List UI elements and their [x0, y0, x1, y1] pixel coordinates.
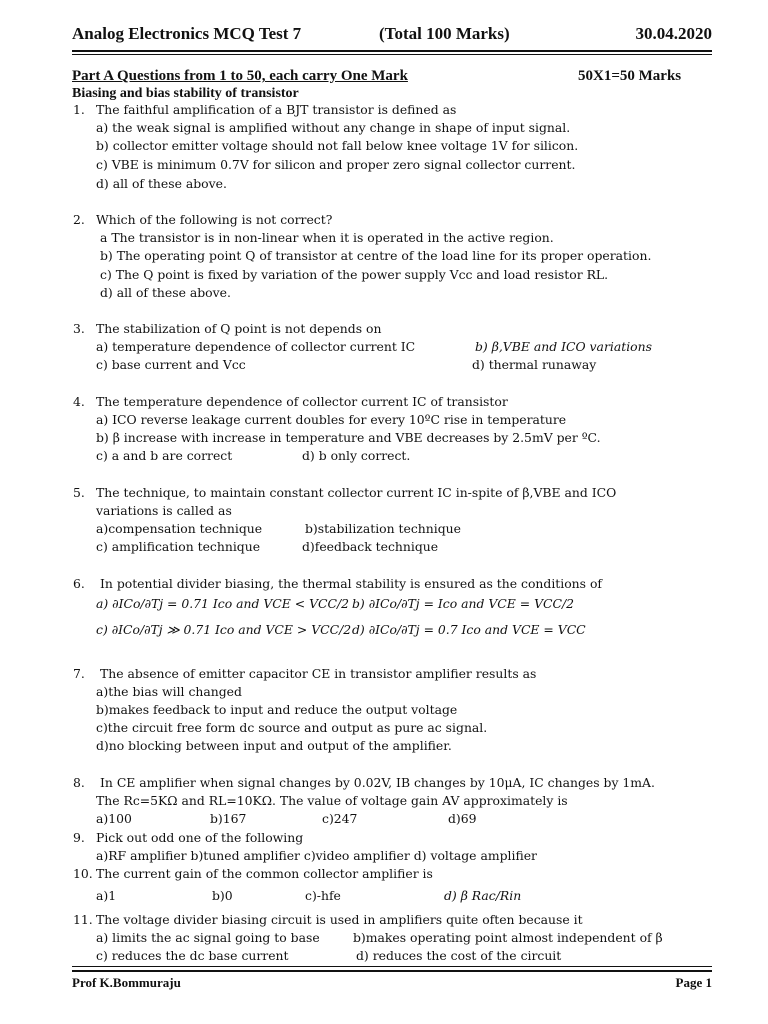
- question-number: 4.: [73, 394, 85, 409]
- page-header: [72, 24, 712, 48]
- question-number: 3.: [73, 321, 85, 336]
- header-rule: [72, 50, 712, 52]
- option-b: b)167: [210, 811, 247, 826]
- question-text: The current gain of the common collector amplifier is: [96, 866, 433, 881]
- part-a-marks: 50X1=50 Marks: [578, 68, 682, 84]
- question-text: The absence of emitter capacitor CE in transistor amplifier results as: [100, 666, 537, 681]
- option-list: a)RF amplifier b)tuned amplifier c)video amplifier d) voltage amplifier: [96, 848, 537, 863]
- header-rule-thin: [72, 54, 712, 55]
- option-c: c) reduces the dc base current: [96, 948, 289, 963]
- option-a: a)compensation technique: [96, 521, 263, 536]
- option-d: d)feedback technique: [302, 539, 439, 554]
- option-a: a) ∂ICo/∂Tj = 0.71 Ico and VCE < VCC/2: [96, 596, 350, 611]
- test-date: 30.04.2020: [635, 24, 712, 43]
- question-number: 6.: [73, 576, 85, 591]
- question-number: 2.: [73, 212, 85, 227]
- option-c: c)the circuit free form dc source and output as pure ac signal.: [96, 720, 488, 735]
- question-text: The voltage divider biasing circuit is used in amplifiers quite often because it: [96, 912, 583, 927]
- option-b: b)stabilization technique: [305, 521, 461, 536]
- option-d: d)69: [448, 811, 477, 826]
- option-b: b)0: [212, 888, 233, 903]
- option-b: b) The operating point Q of transistor at centre of the load line for its proper operation.: [100, 248, 652, 263]
- question-text: The technique, to maintain constant collector current IC in-spite of β,VBE and ICO: [96, 485, 617, 500]
- option-c: c) amplification technique: [96, 539, 261, 554]
- question-number: 9.: [73, 830, 85, 845]
- section-title: Biasing and bias stability of transistor: [72, 86, 299, 101]
- question-number: 7.: [73, 666, 85, 681]
- question-text-continued: The Rc=5KΩ and RL=10KΩ. The value of voltage gain AV approximately is: [96, 793, 568, 808]
- question-text: Which of the following is not correct?: [96, 212, 333, 227]
- question-text: The faithful amplification of a BJT transistor is defined as: [96, 102, 457, 117]
- question-text: Pick out odd one of the following: [96, 830, 304, 845]
- option-b: b) collector emitter voltage should not fall below knee voltage 1V for silicon.: [96, 138, 579, 153]
- option-b: b)makes feedback to input and reduce the output voltage: [96, 702, 458, 717]
- option-c: c)-hfe: [305, 888, 341, 903]
- question-number: 5.: [73, 485, 85, 500]
- total-marks: (Total 100 Marks): [379, 24, 510, 43]
- option-c: c) a and b are correct: [96, 448, 233, 463]
- option-d: d) ∂ICo/∂Tj = 0.7 Ico and VCE = VCC: [352, 622, 586, 637]
- option-c: c) The Q point is fixed by variation of the power supply Vcc and load resistor RL.: [100, 267, 609, 282]
- option-d: d)no blocking between input and output of the amplifier.: [96, 738, 452, 753]
- option-a: a)1: [96, 888, 117, 903]
- option-a: a) the weak signal is amplified without any change in shape of input signal.: [96, 120, 571, 135]
- option-a: a)the bias will changed: [96, 684, 242, 699]
- option-c: c)247: [322, 811, 358, 826]
- question-number: 11.: [73, 912, 93, 927]
- option-b: b) β,VBE and ICO variations: [475, 339, 652, 354]
- question-text: The temperature dependence of collector current IC of transistor: [96, 394, 508, 409]
- question-number: 8.: [73, 775, 85, 790]
- option-d: d) thermal runaway: [472, 357, 597, 372]
- footer-rule-thin: [72, 966, 712, 967]
- question-text-continued: variations is called as: [96, 503, 232, 518]
- question-number: 10.: [73, 866, 93, 881]
- option-b: b)makes operating point almost independent of β: [353, 930, 663, 945]
- question-number: 1.: [73, 102, 85, 117]
- part-a-label: Part A Questions from 1 to 50, each carry One Mark: [72, 68, 408, 84]
- option-c: c) ∂ICo/∂Tj ≫ 0.71 Ico and VCE > VCC/2: [96, 622, 352, 637]
- question-text: The stabilization of Q point is not depends on: [96, 321, 382, 336]
- option-d: d) all of these above.: [96, 176, 227, 191]
- option-c: c) VBE is minimum 0.7V for silicon and proper zero signal collector current.: [96, 157, 576, 172]
- option-a: a) limits the ac signal going to base: [96, 930, 320, 945]
- option-a: a) ICO reverse leakage current doubles for every 10ºC rise in temperature: [96, 412, 567, 427]
- option-d: d) reduces the cost of the circuit: [356, 948, 562, 963]
- option-a: a) temperature dependence of collector current IC: [96, 339, 416, 354]
- option-d: d) b only correct.: [302, 448, 411, 463]
- test-title: Analog Electronics MCQ Test 7: [72, 24, 302, 43]
- option-d: d) β Rac/Rin: [444, 888, 522, 903]
- page-number: Page 1: [675, 975, 712, 990]
- option-d: d) all of these above.: [100, 285, 231, 300]
- option-b: b) β increase with increase in temperature and VBE decreases by 2.5mV per ºC.: [96, 430, 601, 445]
- option-a: a The transistor is in non-linear when it is operated in the active region.: [100, 230, 554, 245]
- question-text: In CE amplifier when signal changes by 0.02V, IB changes by 10μA, IC changes by 1mA.: [100, 775, 655, 790]
- option-c: c) base current and Vcc: [96, 357, 246, 372]
- author-name: Prof K.Bommuraju: [72, 975, 181, 990]
- option-a: a)100: [96, 811, 132, 826]
- option-b: b) ∂ICo/∂Tj = Ico and VCE = VCC/2: [352, 596, 575, 611]
- question-text: In potential divider biasing, the thermal stability is ensured as the conditions of: [100, 576, 603, 591]
- footer-rule: [72, 970, 712, 972]
